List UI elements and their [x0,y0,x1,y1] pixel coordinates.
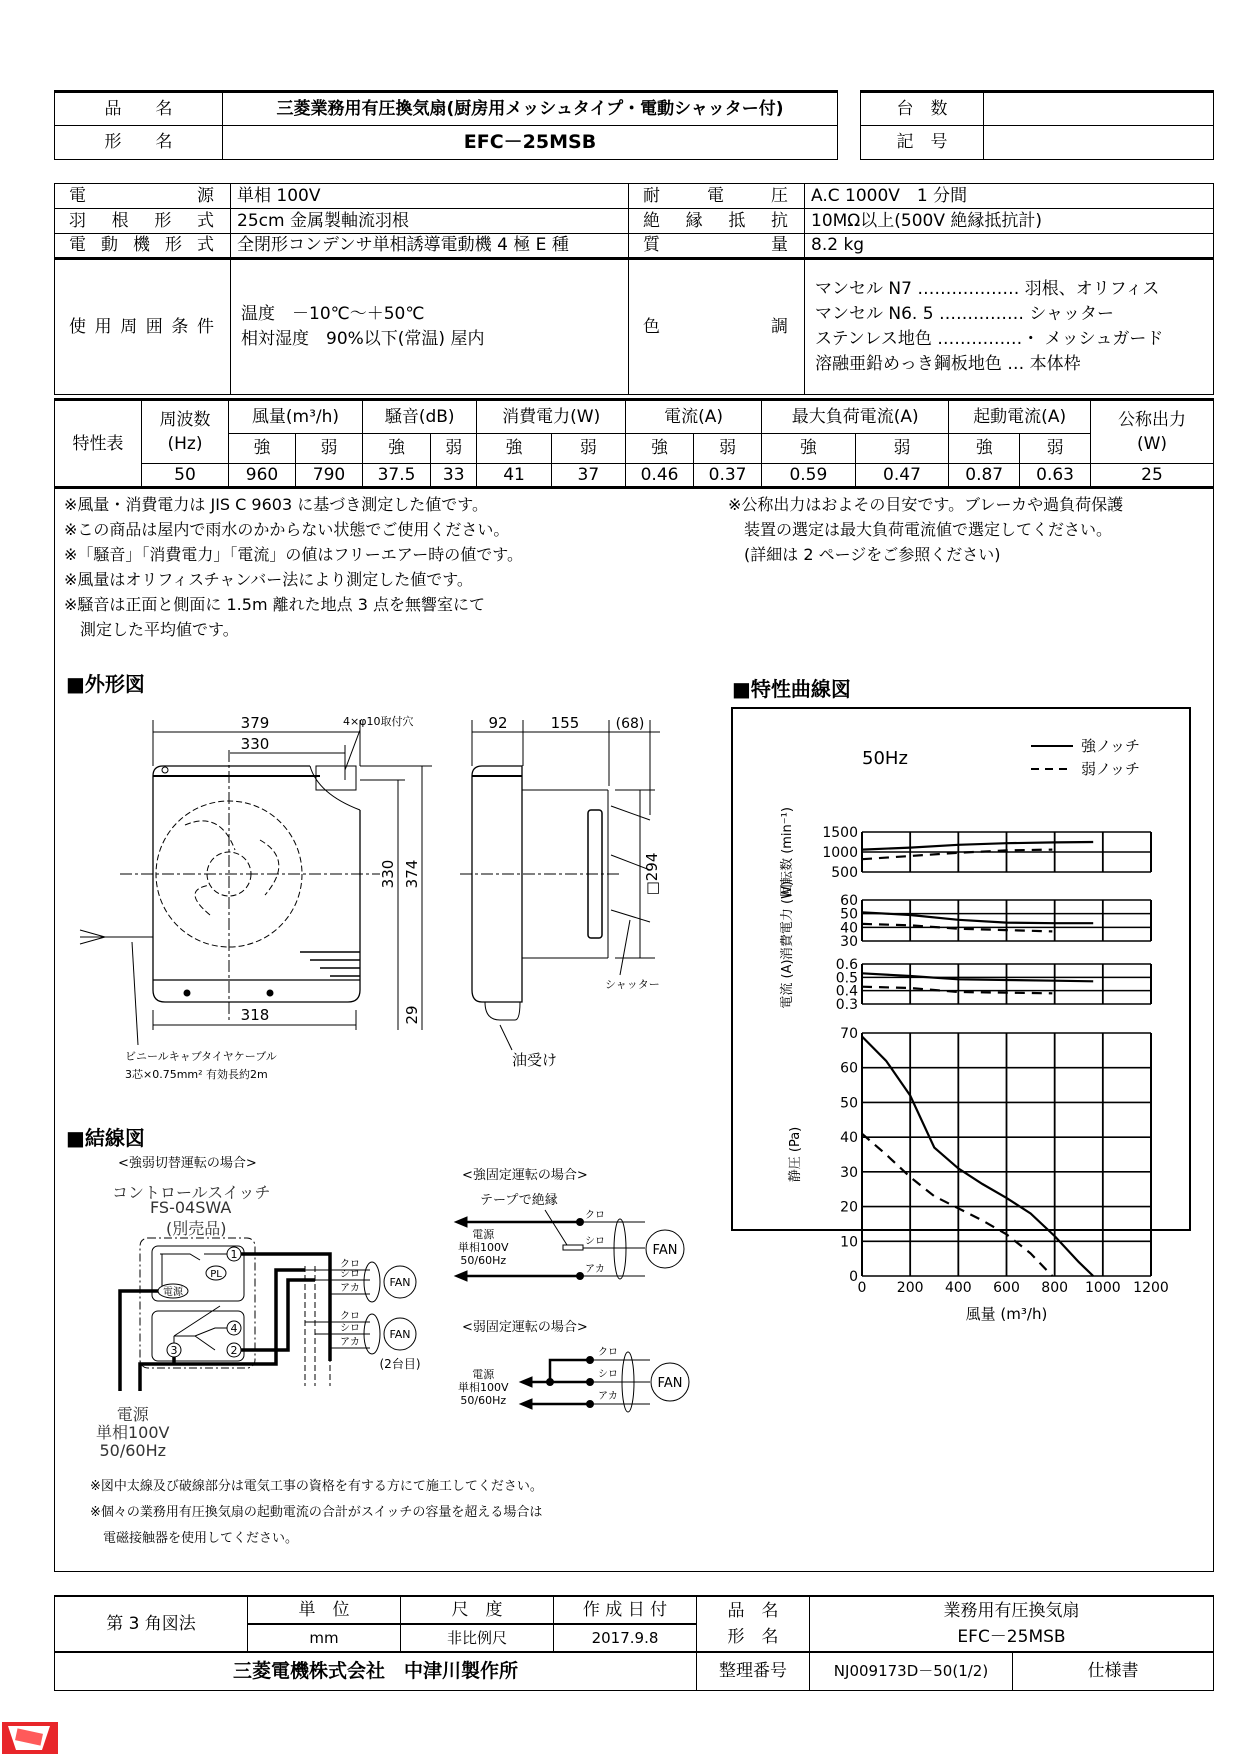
freq-header: 周波数 (Hz) [142,400,229,464]
footnote-line: ※図中太線及び破線部分は電気工事の資格を有する方にて施工してください。 [90,1479,543,1494]
date-value: 2017.9.8 [554,1624,697,1652]
note-line: ※騒音は正面と側面に 1.5m 離れた地点 3 点を無響室にて [64,595,485,614]
mass-value: 8.2 kg [805,234,1214,259]
second-unit-label: (2台目) [379,1357,421,1371]
cable-label-2: 3芯×0.75mm² 有効長約2m [125,1068,268,1081]
dim-330-width: 330 [240,735,270,753]
side-view [460,720,660,1050]
date-label: 作 成 日 付 [554,1596,697,1624]
perf-group-start-current: 起動電流(A) [949,400,1091,434]
insulation-label: 絶縁抵抗 [629,209,805,234]
wiring-title: ■結線図 [66,1126,145,1150]
tape-label: テープで絶縁 [480,1193,558,1208]
power-supply-label: 電源 単相100V 50/60Hz [96,1405,170,1460]
series-strong-line [862,842,1093,850]
performance-table [54,398,1214,488]
wire-aka: アカ [340,1283,360,1294]
scale-label: 尺 度 [401,1596,554,1624]
dim-92: 92 [488,714,508,732]
perf-value: 0.47 [855,464,949,488]
frequency-value: 50 [142,464,229,488]
perf-value: 960 [229,464,296,488]
strong-header: 強 [229,434,296,464]
x-tick-label: 800 [1041,1280,1069,1296]
note-line: 測定した平均値です。 [64,620,239,639]
company-name: 三菱電機株式会社 中津川製作所 [55,1652,697,1690]
chart-section-title: ■特性曲線図 [732,677,851,701]
quantity-field[interactable] [984,92,1214,126]
withstand-value: A.C 1000V 1 分間 [805,184,1214,209]
terminal-3: 3 [170,1344,178,1357]
unit-label: 単 位 [248,1596,401,1624]
y-tick-label: 500 [831,865,858,881]
perf-value: 0.87 [949,464,1020,488]
wire-kuro: クロ [598,1347,618,1358]
y-tick-label: 60 [840,1060,858,1077]
y-tick-label: 30 [840,934,858,950]
weak-header: 弱 [1020,434,1091,464]
outline-drawing [60,690,680,1090]
dim-318: 318 [240,1006,270,1024]
wire-shiro: シロ [340,1269,360,1280]
color-label: 色調 [629,259,805,395]
perf-value: 37 [551,464,625,488]
characteristic-chart [731,707,1191,1323]
blade-label: 羽根形式 [55,209,231,234]
perf-value: 33 [431,464,477,488]
dim-379: 379 [240,714,270,732]
document-type: 仕様書 [1013,1652,1214,1690]
notes-left [64,492,523,642]
wire-shiro: シロ [585,1236,605,1247]
terminal-4: 4 [230,1322,238,1335]
dim-374: 374 [403,859,421,889]
legend-weak: 弱ノッチ [1081,760,1140,778]
wire-kuro: クロ [340,1311,360,1322]
pilot-lamp: PL [210,1269,222,1280]
y-tick-label: 40 [840,1130,858,1147]
y-tick-label: 60 [840,893,858,909]
y-tick-label: 0.4 [835,983,858,1000]
perf-value: 0.37 [694,464,762,488]
perf-group-airflow: 風量(m³/h) [229,400,363,434]
ref-number: NJ009173D－50(1/2) [810,1652,1013,1690]
env-value [231,259,629,395]
projection-method: 第 3 角図法 [55,1596,248,1652]
weak-header: 弱 [296,434,363,464]
rated-output-header: 公称出力 (W) [1091,400,1214,464]
perf-value: 790 [296,464,363,488]
power-tag: 電源 [163,1287,183,1298]
y-tick-label: 1500 [822,825,858,841]
perf-value: 0.46 [626,464,694,488]
dim-29: 29 [403,1005,421,1025]
power-value: 単相 100V [231,184,629,209]
x-axis-label: 風量 (m³/h) [965,1305,1048,1323]
wiring-diagram-weak [520,1340,720,1430]
wiring-diagram-switch [100,1236,420,1386]
power-supply-label-weak: 電源 単相100V 50/60Hz [458,1368,509,1407]
dim-68: (68) [615,716,645,732]
weak-header: 弱 [855,434,949,464]
color-line: マンセル N7 ……………… 羽根、オリフィス [815,279,1160,299]
perf-group-noise: 騒音(dB) [363,400,477,434]
shutter-label: シャッター [605,978,660,991]
switch-note: (別売品) [166,1219,227,1238]
wiring-case-strong: <強固定運転の場合> [462,1168,588,1183]
terminal-2: 2 [230,1344,238,1357]
y-tick-label: 50 [840,1095,858,1112]
legend-strong: 強ノッチ [1081,737,1140,755]
wiring-case-weak: <弱固定運転の場合> [462,1320,588,1335]
y-tick-label: 70 [840,1026,858,1042]
y-tick-label: 1000 [822,845,858,861]
footnote-line: 電磁接触器を使用してください。 [90,1531,299,1546]
scale-value: 非比例尺 [401,1624,554,1652]
fan-2: FAN [389,1328,411,1341]
note-line: ※風量・消費電力は JIS C 9603 に基づき測定した値です。 [64,495,488,514]
title-block [54,1595,1214,1691]
y-axis-label: 電流 (A) [780,959,795,1009]
perf-value: 0.59 [762,464,856,488]
unit-value: mm [248,1624,401,1652]
perf-group-max-current: 最大負荷電流(A) [762,400,949,434]
product-name: 三菱業務用有圧換気扇(厨房用メッシュタイプ・電動シャッター付) [223,92,838,126]
withstand-label: 耐電圧 [629,184,805,209]
y-tick-label: 0.5 [835,970,858,987]
x-tick-label: 1200 [1133,1280,1169,1296]
y-tick-label: 0 [849,1269,858,1285]
color-line: マンセル N6. 5 …………… シャッター [815,304,1115,324]
note-line: (詳細は 2 ページをご参照ください) [728,545,1001,564]
mounting-holes-label: 4×φ10取付穴 [343,715,414,728]
notes-right [728,492,1123,567]
perf-value: 0.63 [1020,464,1091,488]
strong-header: 強 [762,434,856,464]
perf-value: 37.5 [363,464,431,488]
note-line: ※「騒音」「消費電力」「電流」の値はフリーエアー時の値です。 [64,545,524,564]
mass-label: 質量 [629,234,805,259]
rated-output-value: 25 [1091,464,1214,488]
fan-1: FAN [389,1276,411,1289]
y-tick-label: 30 [840,1164,858,1181]
motor-value: 全閉形コンデンサ単相誘導電動機 4 極 E 種 [231,234,629,259]
perf-row-label: 特性表 [55,400,142,488]
y-tick-label: 40 [840,920,858,937]
y-axis-label: 消費電力 (W) [780,880,795,961]
wire-aka: アカ [585,1264,605,1275]
specs-table [54,183,1214,395]
power-label: 電源 [55,184,231,209]
perf-group-power: 消費電力(W) [477,400,626,434]
quantity-label: 台 数 [861,92,984,126]
switch-model: FS-04SWA [150,1198,232,1217]
note-line: 装置の選定は最大負荷電流値で選定してください。 [728,520,1113,539]
y-tick-label: 50 [840,906,858,923]
header-table [54,90,838,160]
model-name: EFC－25MSB [223,126,838,160]
oil-tray-label: 油受け [512,1051,558,1069]
x-tick-label: 600 [993,1280,1020,1296]
weak-header: 弱 [431,434,477,464]
x-tick-label: 1000 [1085,1280,1121,1296]
outline-title: ■外形図 [66,672,145,696]
symbol-field[interactable] [984,126,1214,160]
logo-icon [2,1722,58,1754]
y-axis-label: 回転数 (min⁻¹) [780,807,795,897]
wiring-case-switch: <強弱切替運転の場合> [118,1156,257,1171]
wire-kuro: クロ [340,1259,360,1270]
dim-155: 155 [550,714,580,732]
wire-aka: アカ [598,1391,618,1402]
perf-value: 41 [477,464,551,488]
insulation-value: 10MΩ以上(500V 絶縁抵抗計) [805,209,1214,234]
fan: FAN [652,1243,678,1258]
strong-header: 強 [949,434,1020,464]
y-tick-label: 10 [840,1234,858,1251]
series-weak-line [862,850,1052,860]
env-humidity: 相対湿度 90%以下(常温) 屋内 [241,329,485,349]
weak-header: 弱 [551,434,625,464]
x-tick-label: 400 [944,1280,972,1296]
y-tick-label: 20 [840,1199,858,1216]
x-tick-label: 200 [896,1280,924,1296]
terminal-1: 1 [230,1248,238,1261]
strong-header: 強 [626,434,694,464]
color-value [805,259,1214,395]
y-axis-label: 静圧 (Pa) [788,1126,803,1183]
chart-title: 50Hz [862,748,908,769]
wire-kuro: クロ [585,1210,605,1221]
strong-header: 強 [477,434,551,464]
cable-label-1: ビニールキャブタイヤケーブル [125,1050,277,1063]
quantity-table [860,90,1214,160]
footnote-line: ※個々の業務用有圧換気扇の起動電流の合計がスイッチの容量を超える場合は [90,1505,543,1520]
motor-label: 電動機形式 [55,234,231,259]
strong-header: 強 [363,434,431,464]
note-line: ※公称出力はおよその目安です。ブレーカや過負荷保護 [728,495,1124,514]
wiring-footnotes [90,1474,543,1552]
model-label: 形 名 [55,126,223,160]
fan: FAN [657,1376,683,1391]
product-model-labels: 品 名 形 名 [697,1596,810,1652]
y-tick-label: 0.6 [835,957,858,973]
symbol-label: 記 号 [861,126,984,160]
wire-shiro: シロ [340,1323,360,1334]
env-temp: 温度 －10℃～＋50℃ [241,304,425,324]
blade-value: 25cm 金属製軸流羽根 [231,209,629,234]
switch-name: コントロールスイッチ [112,1183,271,1202]
dim-330-height: 330 [379,859,397,889]
product-name-label: 品 名 [55,92,223,126]
x-tick-label: 0 [857,1280,867,1296]
color-line: ステンレス地色 ……………・ メッシュガード [815,329,1164,349]
product-model-values: 業務用有圧換気扇 EFC－25MSB [810,1596,1214,1652]
ref-label: 整理番号 [697,1652,810,1690]
note-line: ※風量はオリフィスチャンバー法により測定した値です。 [64,570,473,589]
env-label: 使用周囲条件 [55,259,231,395]
color-line: 溶融亜鉛めっき鋼板地色 … 本体枠 [815,354,1081,374]
power-supply-label-strong: 電源 単相100V 50/60Hz [458,1228,509,1267]
dim-294: □294 [643,852,661,896]
wire-shiro: シロ [598,1369,618,1380]
wire-aka: アカ [340,1337,360,1348]
perf-group-current: 電流(A) [626,400,762,434]
y-tick-label: 0.3 [835,997,858,1013]
note-line: ※この商品は屋内で雨水のかからない状態でご使用ください。 [64,520,510,539]
weak-header: 弱 [694,434,762,464]
